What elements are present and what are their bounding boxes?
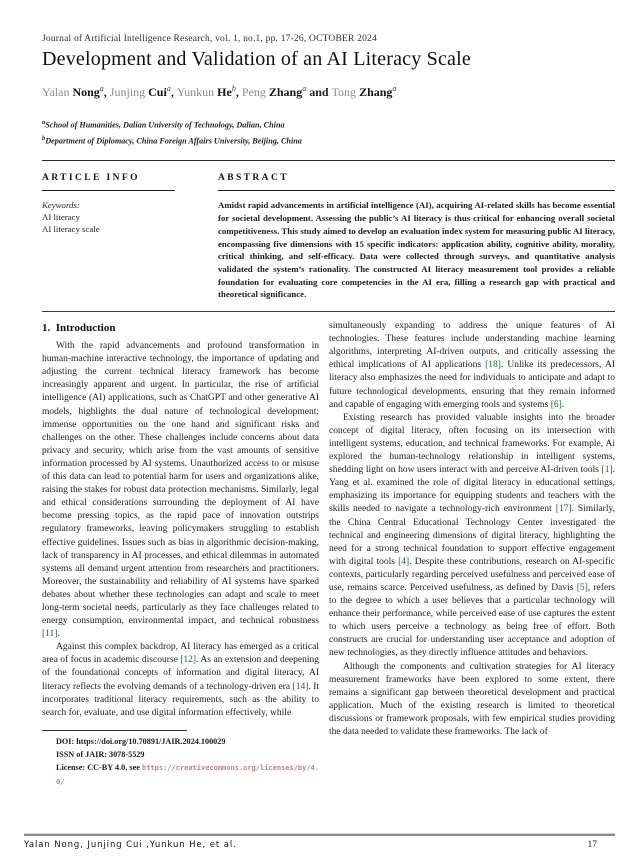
affiliation: $^b$Department of Diplomacy, China Foreign Affairs University, Beijing, China: [42, 134, 302, 146]
footer-rule: [24, 834, 615, 836]
paper-header: [42, 34, 615, 147]
doi-line: DOI: https://doi.org/10.70891/JAIR.2024.100029: [56, 736, 226, 746]
affiliation: $^a$School of Humanities, Dalian University of Technology, Dalian, China: [42, 119, 285, 130]
running-authors: Yalan Nong, Junjing Cui ,Yunkun He, et al.: [24, 840, 237, 850]
body-paragraph: With the rapid advancements and profound transformation in human-machine interactive technology, the importance of updating and adjusting the current technical literacy framework has become increasingly apparent and urgent. In particular, the rise of artificial intelligence (AI) applications, such as ChatGPT and other generative AI models, highlights the dual nature of technological development: immense opportunities on the one hand and significant risks and challenges on the other. These challenges include concerns about data privacy and security, which arise from the vast amounts of sensitive information processed by AI systems. Unauthorized access to or misuse of this data can lead to potential harm for users and organizations alike, raising the stakes for robust data protection mechanisms. Similarly, legal and ethical considerations surrounding the deployment of AI have become pressing topics, as the rapid pace of innovation outstrips regulatory frameworks, leaving policymakers struggling to establish effective guidelines. Issues such as bias in algorithmic decision-making, lack of transparency in AI processes, and ethical dilemmas in automated systems all demand urgent attention from researchers and practitioners. Moreover, the sustainability and reliability of AI systems have sparked debates about whether these technologies can adapt and scale to meet long-term societal needs, particularly as they face challenges related to energy consumption, environmental impact, and technical robustness [11].: [42, 341, 319, 640]
right-column: [329, 320, 615, 789]
footer-row: [24, 840, 615, 850]
journal-line: Journal of Artificial Intelligence Research, vol. 1, no.1, pp. 17-26, OCTOBER 2024: [42, 34, 377, 44]
abstract-heading: ABSTRACT: [218, 173, 289, 184]
license-url-link[interactable]: https://creativecommons.org/licenses/by/4.0/: [56, 763, 319, 786]
license-line: License: CC-BY 4.0, see https://creativecommons.org/licenses/by/4.0/: [56, 762, 319, 786]
footnote-block: [42, 730, 319, 789]
body-paragraph: Although the components and cultivation strategies for AI literacy measurement frameworks have been explored to some extent, there remains a significant gap between theoretical development and practical application. Much of the existing research is limited to theoretical discussions or framework proposals, with few empirical studies providing the data needed to validate these frameworks. The lack of: [329, 661, 615, 737]
section-heading-introduction: 1. Introduction: [42, 322, 116, 335]
page-footer: [0, 834, 642, 856]
header-divider: [42, 160, 615, 161]
issn-line: ISSN of JAIR: 3078-5529: [56, 749, 145, 759]
keyword: AI literacy: [42, 212, 80, 223]
keywords-label: Keywords:: [42, 200, 80, 211]
affiliations: [42, 116, 615, 147]
page-number: 17: [587, 840, 597, 850]
body-paragraph: Against this complex backdrop, AI literacy has emerged as a critical area of focus in academic discourse [12]. As an extension and deepening of the foundational concepts of information and digital literacy, AI literacy reflects the evolving demands of a technology-driven era [14]. It incorporates traditional literacy requirements, such as the ability to search for, evaluate, and use digital information effectively, while: [42, 642, 319, 718]
article-info-rule: [42, 190, 175, 191]
abstract-divider: [42, 311, 615, 312]
abstract-column: [218, 173, 615, 301]
info-abstract-block: [42, 173, 615, 301]
keyword: AI literacy scale: [42, 224, 100, 235]
article-info-column: [42, 173, 188, 301]
author: Yunkun He$^b$,: [176, 84, 242, 99]
article-info-heading: ARTICLE INFO: [42, 173, 140, 184]
author: Junjing Cui$^a$,: [109, 84, 177, 99]
abstract-rule: [218, 190, 615, 191]
author: Peng Zhang$^a$ and: [241, 84, 332, 99]
body-paragraph: simultaneously expanding to address the unique features of AI technologies. These features include understanding machine learning algorithms, interpreting AI-driven outputs, and critically assessing the ethical implications of AI applications [18]. Unlike its predecessors, AI literacy also emphasizes the need for individuals to anticipate and adapt to future technological developments, ensuring that they remain informed and capable of engaging with emerging tools and systems [6].: [329, 321, 615, 410]
author-line: [42, 84, 615, 100]
abstract-text: Amidst rapid advancements in artificial intelligence (AI), acquiring AI-related skills has become essential for societal development. Assessing the public’s AI literacy is thus critical for enhancing overall societal competitiveness. This study aimed to develop an evaluation index system for measuring public AI literacy, encompassing five dimensions with 15 specific indicators: application ability, cognitive ability, morality, critical thinking, and self-efficacy. Data were collected through surveys, and quantitative analysis validated the system’s rationality. The constructed AI literacy measurement tool provides a reliable foundation for evaluating core competencies in the AI era, filling a research gap with practical and theoretical significance.: [218, 200, 615, 300]
body-paragraph: Existing research has provided valuable insights into the broader concept of digital literacy, often focusing on its intersection with intelligent systems, education, and technical frameworks. For example, Ai explored the human-technology relationship in intelligent systems, shedding light on how users interact with and perceive AI-driven tools [1]. Yang et al. examined the role of digital literacy in educational settings, emphasizing its importance for equipping students and teachers with the skills needed to navigate a technology-rich environment [17]. Similarly, the China Central Educational Technology Center investigated the technical and engineering dimensions of digital literacy, highlighting the need for a strong technical foundation to support effective engagement with digital tools [4]. Despite these contributions, research on AI-specific contexts, particularly regarding perceived usefulness and perceived ease of use, remains scarce. Perceived usefulness, as defined by Davis [5], refers to the degree to which a user believes that a particular technology will enhance their performance, while perceived ease of use captures the extent to which users perceive a technology as being free of effort. Both constructs are crucial for understanding user acceptance and adoption of new technologies, as they directly influence attitudes and behaviors.: [329, 412, 616, 659]
author: Yalan Nong$^a$,: [42, 84, 110, 99]
author: Tong Zhang$^a$: [331, 84, 397, 99]
body-columns: [42, 320, 615, 789]
footnote-rule: [42, 730, 187, 731]
paper-title: Development and Validation of an AI Literacy Scale: [42, 48, 471, 70]
left-column: [42, 320, 319, 789]
